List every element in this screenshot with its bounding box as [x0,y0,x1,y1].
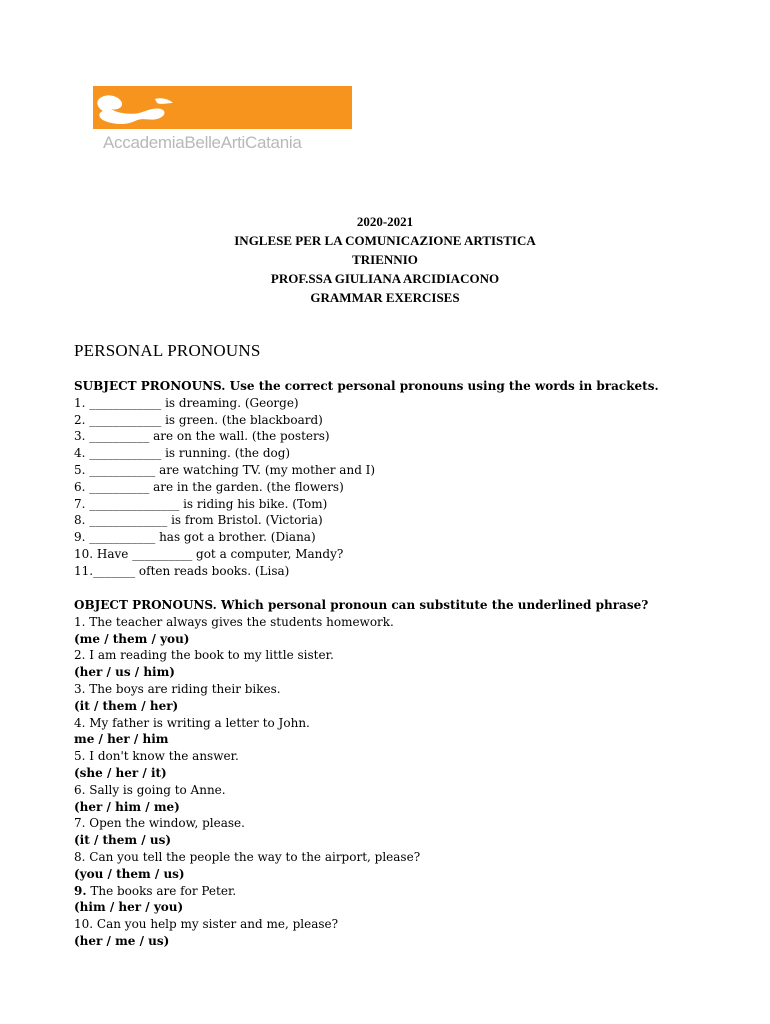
question-number: 1. [74,614,86,629]
academy-logo [93,86,352,156]
question-number: 9. [74,883,87,898]
document-header [0,212,770,307]
exercise-item: 2. ____________ is green. (the blackboard) [74,412,323,427]
logo-mark-icon [95,91,177,131]
options-line: (her / us / him) [74,665,175,680]
header-course: INGLESE PER LA COMUNICAZIONE ARTISTICA [234,233,536,248]
question-text: Sally is going to Anne. [85,782,226,797]
question-line [74,647,714,664]
question-line [74,782,714,799]
exercise-item: 10. Have __________ got a computer, Mandy? [74,546,344,561]
question-number: 8. [74,849,86,864]
question-text: I don't know the answer. [85,749,239,764]
question-text: The boys are riding their bikes. [85,681,281,696]
object-pronouns-exercise [74,597,714,950]
options-line: me / her / him [74,732,169,747]
header-level: TRIENNIO [352,252,418,267]
question-line [74,916,714,933]
exercise-item: 5. ___________ are watching TV. (my mother and I) [74,462,376,477]
exercise-item: 3. __________ are on the wall. (the posters) [74,429,330,444]
question-number: 2. [74,648,86,663]
question-line [74,849,714,866]
question-text: The books are for Peter. [86,883,237,898]
question-text: My father is writing a letter to John. [85,715,310,730]
options-line: (it / them / us) [74,833,172,848]
object-instruction: OBJECT PRONOUNS. Which personal pronoun can substitute the underlined phrase? [74,598,649,612]
question-line [74,715,714,732]
exercise-item: 6. __________ are in the garden. (the flowers) [74,479,344,494]
question-text: Can you help my sister and me, please? [93,917,339,932]
options-line: (it / them / her) [74,698,179,713]
options-line: (me / them / you) [74,631,190,646]
question-number: 6. [74,782,86,797]
question-line [74,614,714,631]
question-text: Can you tell the people the way to the airport, please? [85,849,421,864]
exercise-item: 4. ____________ is running. (the dog) [74,446,291,461]
options-line: (him / her / you) [74,900,184,915]
question-text: I am reading the book to my little sister. [85,648,334,663]
question-line [74,681,714,698]
header-teacher: PROF.SSA GIULIANA ARCIDIACONO [270,271,500,286]
question-line [74,815,714,832]
question-text: Open the window, please. [85,816,245,831]
options-line: (she / her / it) [74,765,167,780]
options-line: (you / them / us) [74,866,185,881]
question-number: 4. [74,715,86,730]
section-title: PERSONAL PRONOUNS [74,341,261,360]
question-number: 3. [74,681,86,696]
subject-instruction: SUBJECT PRONOUNS. Use the correct personal pronouns using the words in brackets. [74,379,659,393]
options-line: (her / me / us) [74,933,170,948]
question-number: 10. [74,917,94,932]
logo-text: AccademiaBelleArtiCatania [103,133,302,152]
header-year: 2020-2021 [356,214,414,229]
header-topic: GRAMMAR EXERCISES [310,290,460,305]
options-line: (her / him / me) [74,799,180,814]
exercise-item: 1. ____________ is dreaming. (George) [74,395,299,410]
logo-orange-bar [93,86,352,129]
subject-pronouns-exercise [74,378,714,580]
question-text: The teacher always gives the students homework. [85,614,394,629]
exercise-item: 8. _____________ is from Bristol. (Victoria) [74,513,323,528]
exercise-item: 9. ___________ has got a brother. (Diana) [74,530,316,545]
question-number: 7. [74,816,86,831]
exercise-item: 11._______ often reads books. (Lisa) [74,563,290,578]
question-number: 5. [74,749,86,764]
question-line [74,748,714,765]
exercise-item: 7. _______________ is riding his bike. (Tom) [74,496,328,511]
question-line [74,883,714,900]
